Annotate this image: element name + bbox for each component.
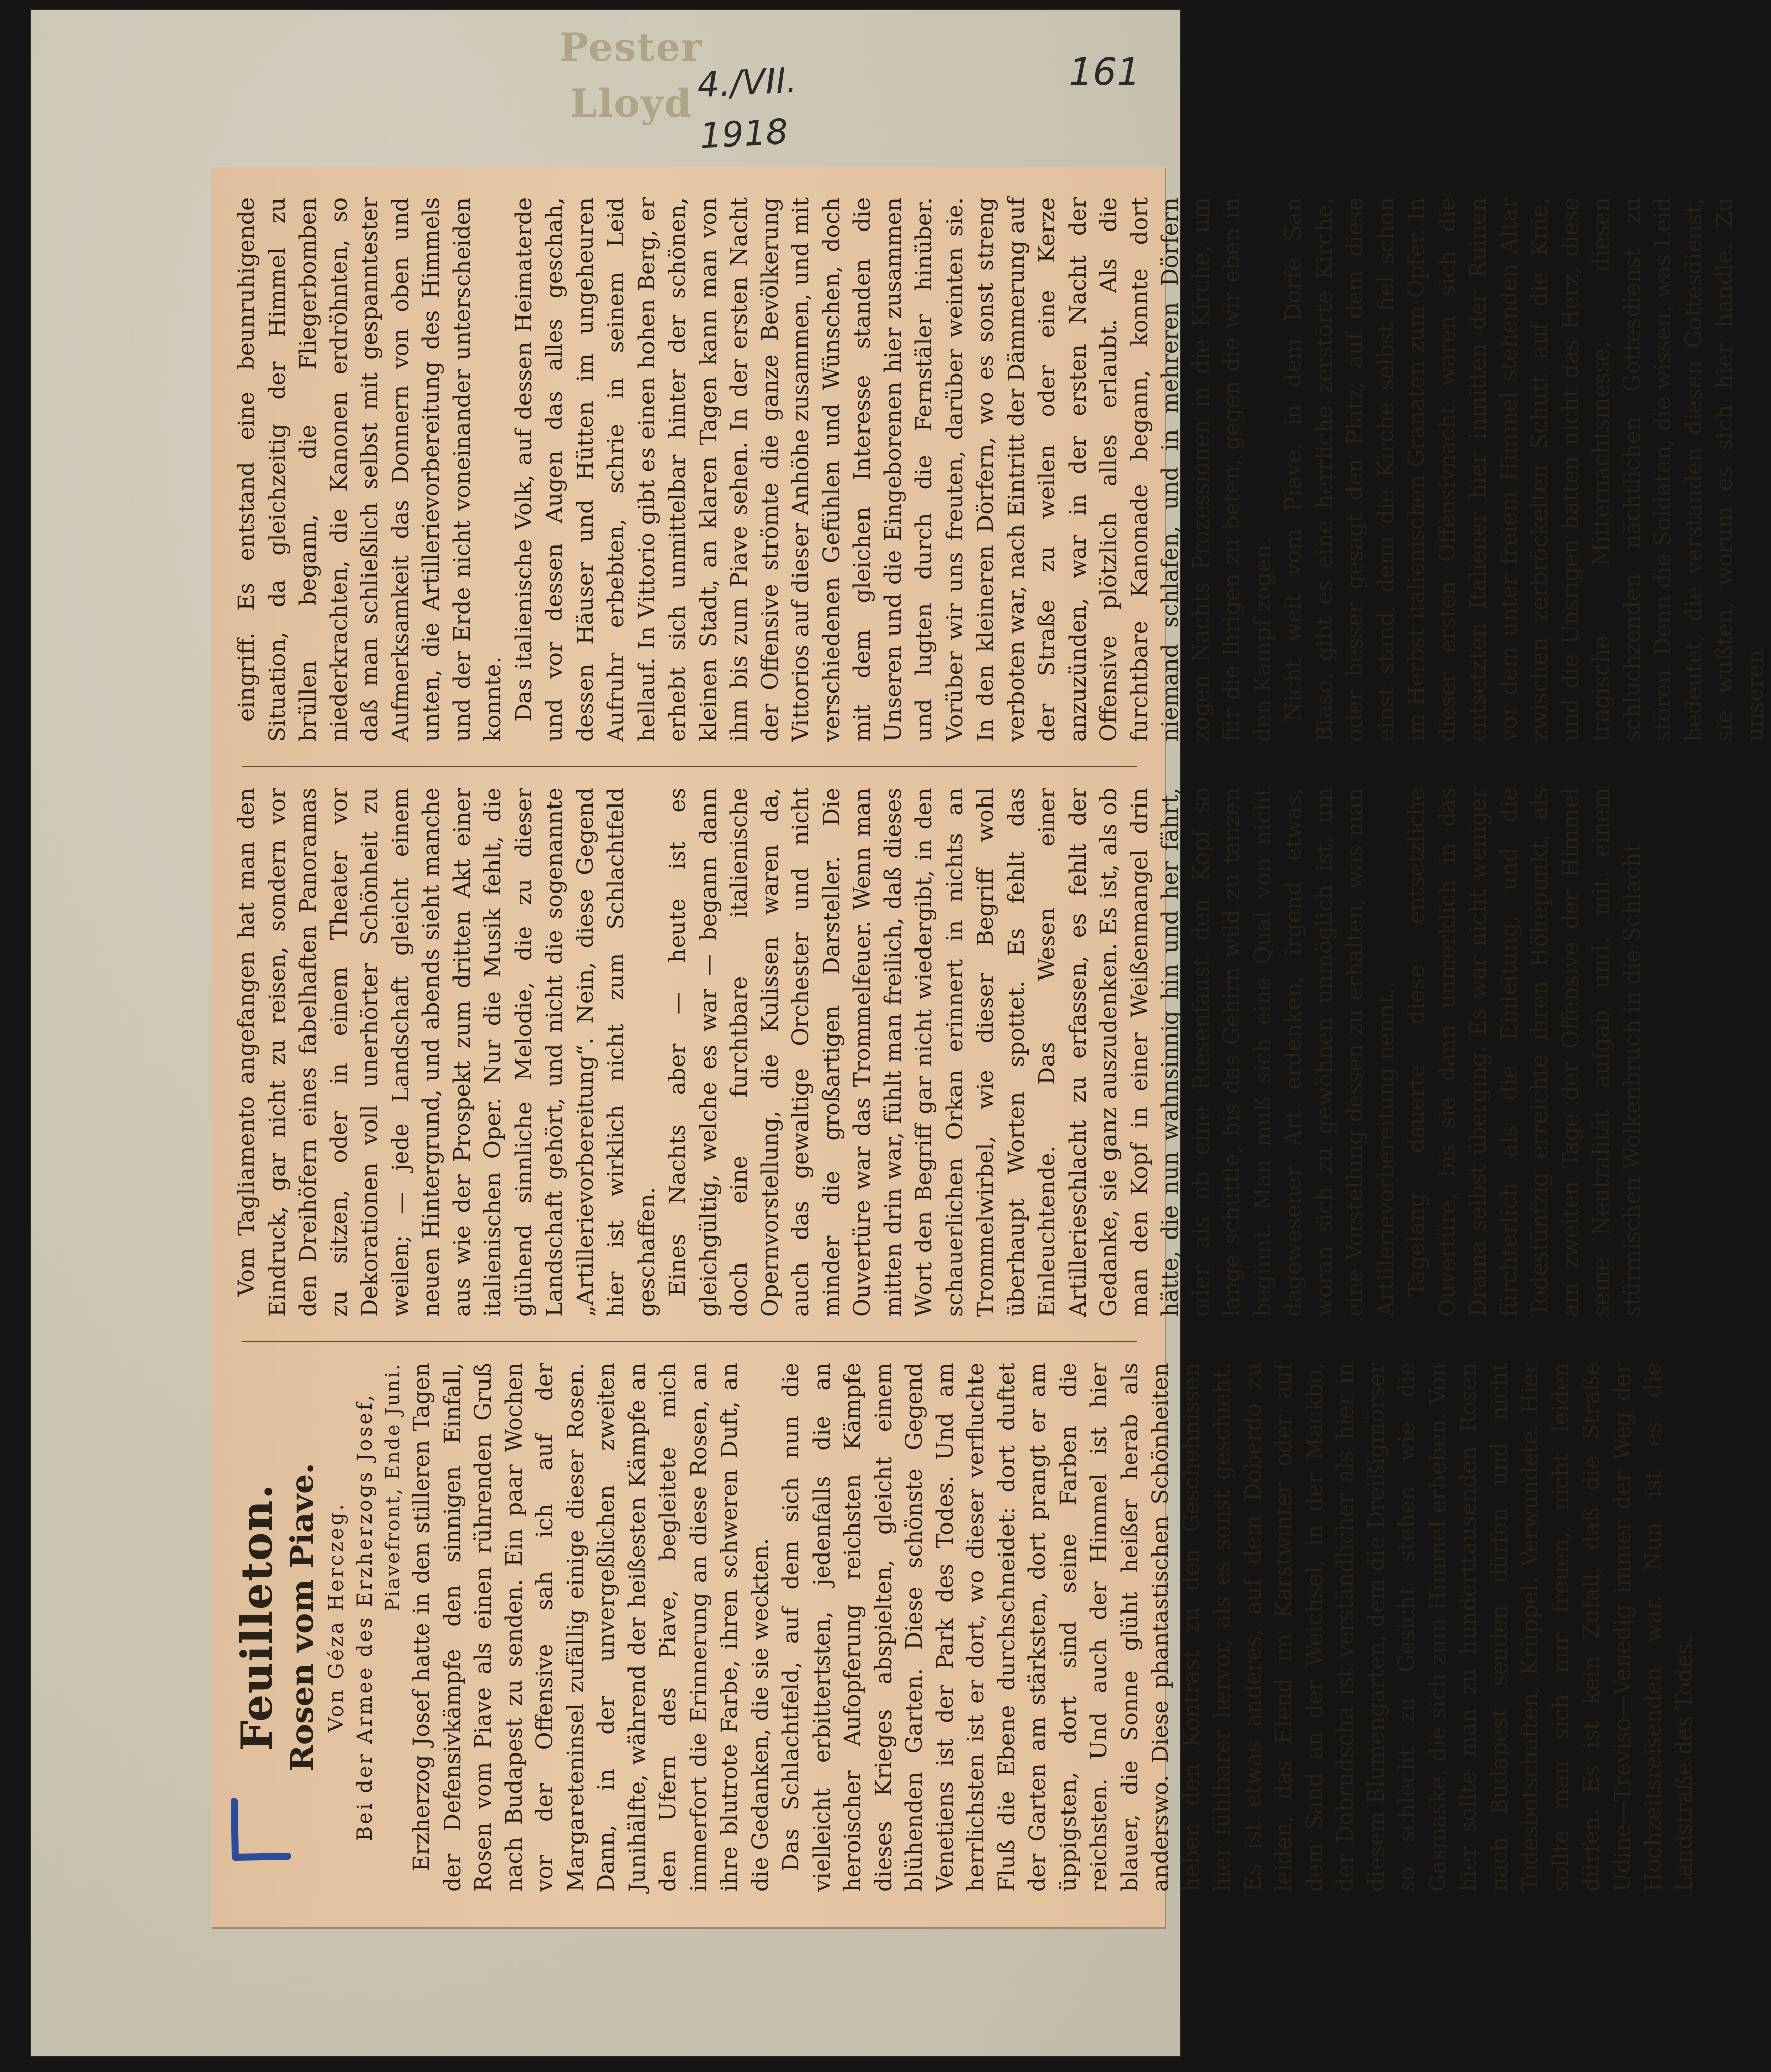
article-column-2 xyxy=(232,788,1645,1317)
paragraph: Vom Tagliamento angefangen hat man den Eindruck, gar nicht zu reisen, sondern vor den Dreihöfern eines fabelhaften Panoramas zu sitzen, oder in einem Theater vor Dekorationen voll unerhörter Schönheit zu weilen; — jede Landschaft gleicht einem neuen Hintergrund, und abends sieht manche aus wie der Prospekt zum dritten Akt einer italienischen Oper. Nur die Musik fehlt, die glühend sinnliche Melodie, die zu dieser Landschaft gehört, und nicht die sogenannte „Artillerievorbereitung“. Nein, diese Gegend hier ist wirklich nicht zum Schlachtfeld geschaffen. xyxy=(234,788,660,1317)
paragraph: Erzherzog Josef hatte in den stilleren Tagen der Defensivkämpfe den sinnigen Einfall, Rosen vom Piave als einen rührenden Gruß nach Budapest zu senden. Ein paar Wochen vor der Offensive sah ich auf der Margareteninsel zufällig einige dieser Rosen. Dann, in der unvergeßlichen zweiten Junihälfte, während der heißesten Kämpfe an den Ufern des Piave, begleitete mich immerfort die Erinnerung an diese Rosen, an ihre blutrote Farbe, ihren schweren Duft, an die Gedanken, die sie weckten. xyxy=(409,1363,774,1892)
paragraph: Eines Nachts aber — heute ist es gleichgültig, welche es war — begann dann doch eine furchtbare italienische Opernvorstellung, die Kulissen waren da, auch das gewaltige Orchester und nicht minder die großartigen Darsteller. Die Ouvertüre war das Trommelfeuer. Wenn man mitten drin war, fühlt man freilich, daß dieses Wort den Begriff gar nicht wiedergibt, in den schauerlichen Orkan erinnert in nichts an Trommelwirbel, wie dieser Begriff wohl überhaupt Worten spottet. Es fehlt das Einleuchtende. Das Wesen einer Artillerieschlacht zu erfassen, es fehlt der Gedanke, sie ganz auszudenken. Es ist, als ob man den Kopf in einer Weißenmangel drin hätte, die nun wahnsinnig hin und her fährt, oder als ob eine Riesenfaust den Kopf so lange schüttle, bis das Gehirn wild zu tanzen beginnt. Man muß sich eine Qual von nicht dagewesener Art erdenken, irgend etwas, woran sich zu gewöhnen unmöglich ist, um eine Vorstellung dessen zu erhalten, was man Artillerievorbereitung nennt. xyxy=(665,788,1399,1317)
paragraph: Nicht weit vom Piave, in dem Dorfe San Biaso, gibt es eine herrliche zerstörte Kirche, oder besser gesagt den Platz, auf dem diese einst stand, denn die Kirche selbst fiel schon im Herbst italienischen Granaten zum Opfer. In dieser ersten Offensivnacht waren sich die entsetzten Italiener hier inmitten der Ruinen vor dem unter freiem Himmel stehenden Altar zwischen zerbröckelten Schutt auf die Knie, und die Unsrigen hatten nicht das Herz, diese tragische Mitternachtsmesse, diesen schluchzenden nächtlichen Gottesdienst zu stören. Denn die Soldaten, die wissen, was Leid bedeutet, die verstanden diesen Gottesdienst, sie wußten, worum es sich hier handle. Zu unseren xyxy=(1280,197,1768,742)
article-title: Rosen vom Piave. xyxy=(283,1463,321,1771)
handwritten-date: 4./VII. 1918 xyxy=(696,60,798,157)
article-dateline: Piavefront, Ende Juni. xyxy=(382,1363,404,1611)
paragraph: eingriff. Es entstand eine beunruhigende Situation, da gleichzeitig der Himmel zu brüllen begann, die Fliegerbomben niederkrachten, die Kanonen erdröhnten, so daß man schließlich selbst mit gespanntester Aufmerksamkeit das Donnern von oben und unten, die Artillerievorbereitung des Himmels und der Erde nicht voneinander unterscheiden konnte. xyxy=(234,197,506,742)
blue-pencil-bracket-mark xyxy=(224,1796,295,1867)
paragraph: Das italienische Volk, auf dessen Heimaterde und vor dessen Augen das alles geschah, dessen Häuser und Hütten im ungeheuren Aufruhr erbebten, schrie in seinem Leid hellauf. In Vittorio gibt es einen hohen Berg, er erhebt sich unmittelbar hinter der schönen, kleinen Stadt, an klaren Tagen kann man von ihm bis zum Piave sehen. In der ersten Nacht der Offensive strömte die ganze Bevölkerung Vittorios auf dieser Anhöhe zusammen, und mit verschiedenen Gefühlen und Wünschen, doch mit dem gleichen Interesse standen die Unseren und die Eingeborenen hier zusammen und lugten durch die Fernstäler hinüber. Vorüber wir uns freuten, darüber weinten sie. In den kleineren Dörfern, wo es sonst streng verboten war, nach Eintritt der Dämmerung auf der Straße zu weilen oder eine Kerze anzuzünden, war in der ersten Nacht der Offensive plötzlich alles erlaubt. Als die furchtbare Kanonade begann, konnte dort niemand schlafen, und in mehreren Dörfern zogen Nachts Prozessionen in die Kirche, um für die Ihrigen zu beten, gegen die wir eben in den Kampf zogen. xyxy=(510,197,1276,742)
article-column-1 xyxy=(232,1363,1697,1892)
paragraph: Das Schlachtfeld, auf dem sich nun die vielleicht erbittertsten, jedenfalls die an heroischer Aufopferung reichsten Kämpfe dieses Krieges abspielten, gleicht einem blühenden Garten. Diese schönste Gegend Venetiens ist der Park des Todes. Und am herrlichsten ist er dort, wo dieser verfluchte Fluß die Ebene durchschneidet: dort duftet der Garten am stärksten, dort prangt er am üppigsten, dort sind seine Farben die reichsten. Und auch der Himmel ist hier blauer, die Sonne glüht heißer herab als anderswo. Diese phantastischen Schönheiten heben den Kontrast zu den Geschehnissen hier fühlbarer hervor, als es sonst geschieht. Es ist etwas anderes, auf dem Doberdo zu leiden, das Elend im Karstwinter oder auf dem Sand an der Weichsel, in der Mackbo, der Dobrudscha ist verständlicher als hier in diesem Blumengarten, dem die Dreißigmörser so schlecht zu Gesicht stehen wie die Gasmaske, die sich zum Himmel erheben. Von hier sollte man zu hunderttausenden Rosen nach Budapest senden dürfen und nicht Todesbotschaften, Krüppel, Verwundete. Hier sollte man sich nur freuen, nicht leiden dürfen. Es ist kein Zufall, daß die Straße Udine—Treviso—Venedig immer der Weg der Hochzeitsreisenden war. Nun ist es die Landstraße des Todes. xyxy=(778,1363,1697,1892)
handwritten-page-number: 161 xyxy=(1069,50,1141,94)
article-column-3 xyxy=(232,197,1768,742)
article-byline: Von Géza Herczeg. xyxy=(325,1502,348,1733)
paragraph: Tagelang dauerte diese entsetzliche Ouvertüre, bis sie dann unmerklich in das Drama selbst überging. Es war nicht weniger fürchterlich als die Einleitung, und die Todesfünfzig erreichte ihren Höhepunkt, als am zweiten Tage der Offensive der Himmel seine Neutralität aufgab und, mit einem stürmischen Wolkenbruch in die Schlacht xyxy=(1404,788,1645,1317)
column-divider xyxy=(242,1341,1137,1342)
newspaper-stamp: Pester Lloyd xyxy=(559,24,703,126)
article-location: Bei der Armee des Erzherzogs Josef, xyxy=(353,1393,377,1841)
newspaper-clipping xyxy=(211,167,1768,1927)
rotated-article xyxy=(211,167,1768,1927)
column-divider xyxy=(242,766,1137,767)
section-heading: Feuilleton. xyxy=(232,1483,282,1751)
